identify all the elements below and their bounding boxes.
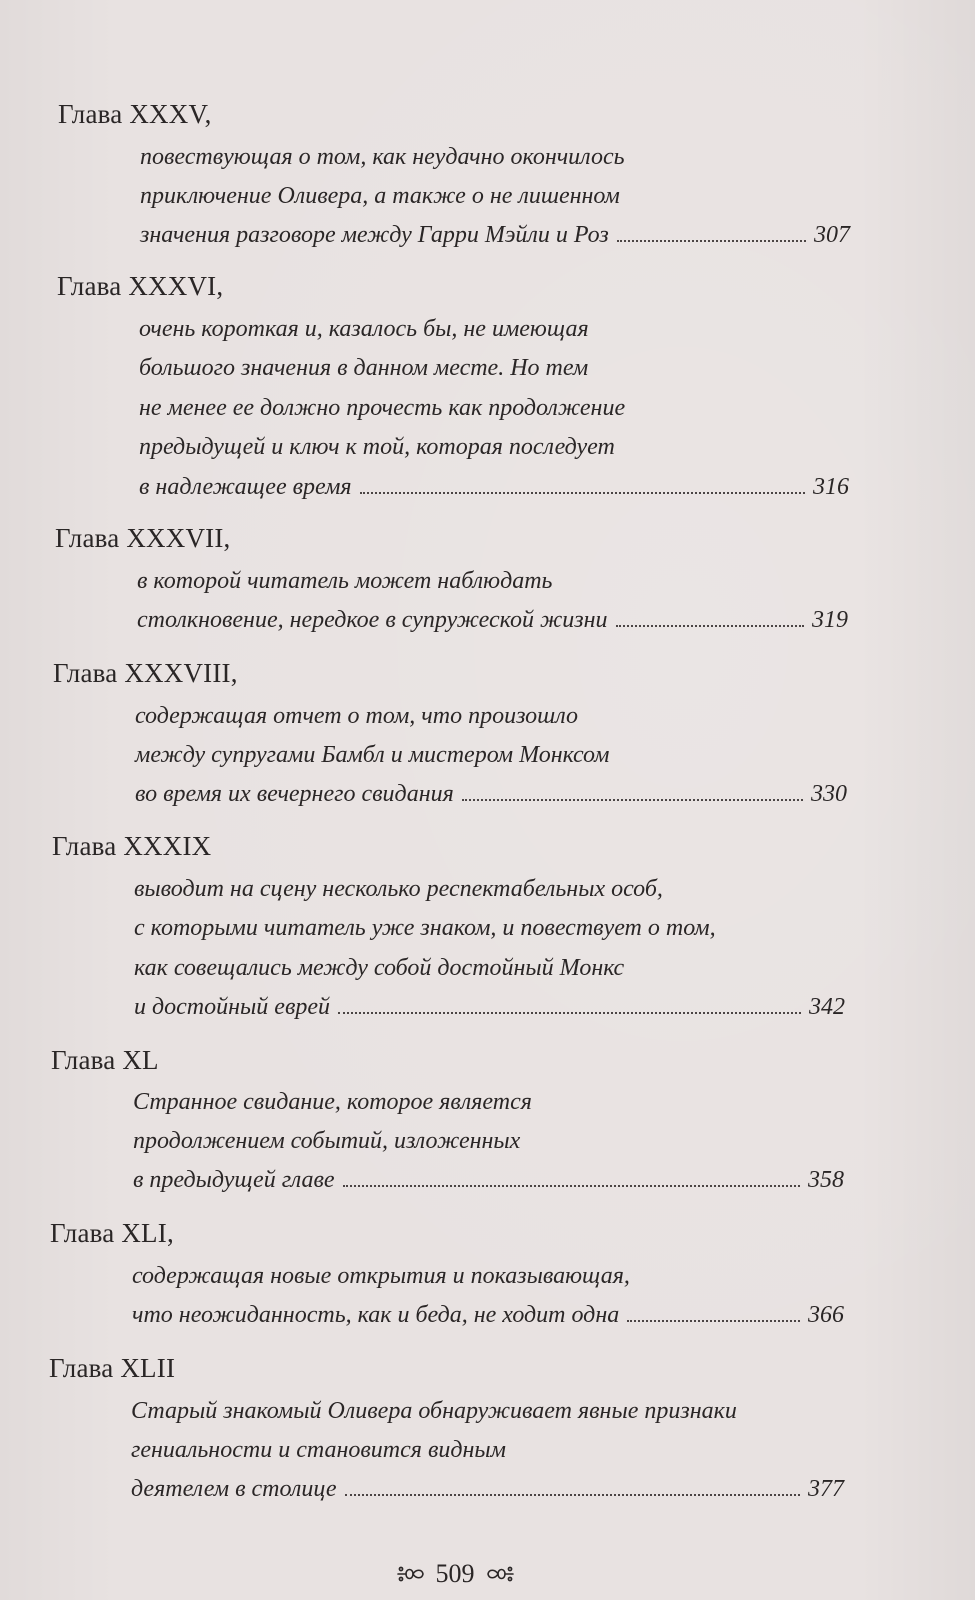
chapter-entry-last-line xyxy=(134,992,845,1022)
chapter-entry-last-line xyxy=(135,779,847,809)
page-number: 307 xyxy=(814,222,850,248)
chapter-heading-xxxvi: Глава XXXVI, xyxy=(57,271,224,301)
page-number: 316 xyxy=(813,474,849,500)
page-number: 377 xyxy=(808,1476,844,1502)
dot-leader xyxy=(345,1494,800,1496)
chapter-description-line: что неожиданность, как и беда, не ходит одна xyxy=(132,1302,620,1328)
chapter-description-line: столкновение, нередкое в супружеской жизни xyxy=(137,607,608,633)
chapter-description-line: между супругами Бамбл и мистером Монксом xyxy=(135,742,610,768)
chapter-description-line: предыдущей и ключ к той, которая последует xyxy=(139,434,615,460)
page-number: 342 xyxy=(809,994,845,1020)
chapter-description-line: очень короткая и, казалось бы, не имеющая xyxy=(139,316,589,342)
chapter-description-line: во время их вечернего свидания xyxy=(135,781,454,807)
chapter-description-line: большого значения в данном месте. Но тем xyxy=(139,355,589,381)
page-number: 358 xyxy=(808,1167,844,1193)
chapter-entry-last-line xyxy=(140,220,850,250)
chapter-description-line: Странное свидание, которое является xyxy=(133,1089,532,1115)
chapter-description-line: приключение Оливера, а также о не лишенном xyxy=(140,183,620,209)
page-number: 330 xyxy=(811,781,847,807)
chapter-heading-xxxvii: Глава XXXVII, xyxy=(55,523,231,553)
chapter-heading-xlii: Глава XLII xyxy=(49,1353,176,1383)
chapter-heading-xxxix: Глава XXXIX xyxy=(52,831,212,861)
chapter-description-line: деятелем в столице xyxy=(131,1476,337,1502)
chapter-description-line: содержащая отчет о том, что произошло xyxy=(135,703,578,729)
chapter-heading-xxxv: Глава XXXV, xyxy=(58,99,212,129)
dot-leader xyxy=(617,240,806,242)
page-footer xyxy=(375,1558,535,1590)
chapter-description-line: значения разговоре между Гарри Мэйли и Роз xyxy=(140,222,609,248)
chapter-description-line: в предыдущей главе xyxy=(133,1167,335,1193)
page-number: 319 xyxy=(812,607,848,633)
dot-leader xyxy=(627,1320,800,1322)
chapter-description-line: с которыми читатель уже знаком, и повествует о том, xyxy=(134,915,716,941)
chapter-heading-xxxviii: Глава XXXVIII, xyxy=(53,658,238,688)
chapter-heading-xli: Глава XLI, xyxy=(50,1218,174,1248)
chapter-description-line: не менее ее должно прочесть как продолжение xyxy=(139,395,626,421)
chapter-description-line: в которой читатель может наблюдать xyxy=(137,568,553,594)
chapter-description-line: Старый знакомый Оливера обнаруживает явные признаки xyxy=(131,1398,737,1424)
chapter-description-line: содержащая новые открытия и показывающая, xyxy=(132,1263,630,1289)
chapter-description-line: и достойный еврей xyxy=(134,994,331,1020)
chapter-description-line: гениальности и становится видным xyxy=(131,1437,506,1463)
chapter-heading-xl: Глава XL xyxy=(51,1045,159,1075)
dot-leader xyxy=(343,1185,800,1187)
chapter-description-line: повествующая о том, как неудачно окончилось xyxy=(140,144,625,170)
scroll-ornament-icon xyxy=(396,1563,426,1585)
chapter-description-line: продолжением событий, изложенных xyxy=(133,1128,521,1154)
chapter-entry-last-line xyxy=(132,1300,844,1330)
chapter-description-line: выводит на сцену несколько респектабельных особ, xyxy=(134,876,663,902)
chapter-description-line: в надлежащее время xyxy=(139,474,352,500)
page-number-footer: 509 xyxy=(435,1559,475,1588)
chapter-entry-last-line xyxy=(131,1474,844,1504)
dot-leader xyxy=(360,492,805,494)
page-number: 366 xyxy=(808,1302,844,1328)
dot-leader xyxy=(616,625,804,627)
dot-leader xyxy=(462,799,803,801)
scroll-ornament-icon xyxy=(485,1563,515,1585)
chapter-entry-last-line xyxy=(133,1165,844,1195)
dot-leader xyxy=(338,1012,801,1014)
chapter-description-line: как совещались между собой достойный Монкс xyxy=(134,955,625,981)
chapter-entry-last-line xyxy=(137,605,848,635)
chapter-entry-last-line xyxy=(139,472,849,502)
